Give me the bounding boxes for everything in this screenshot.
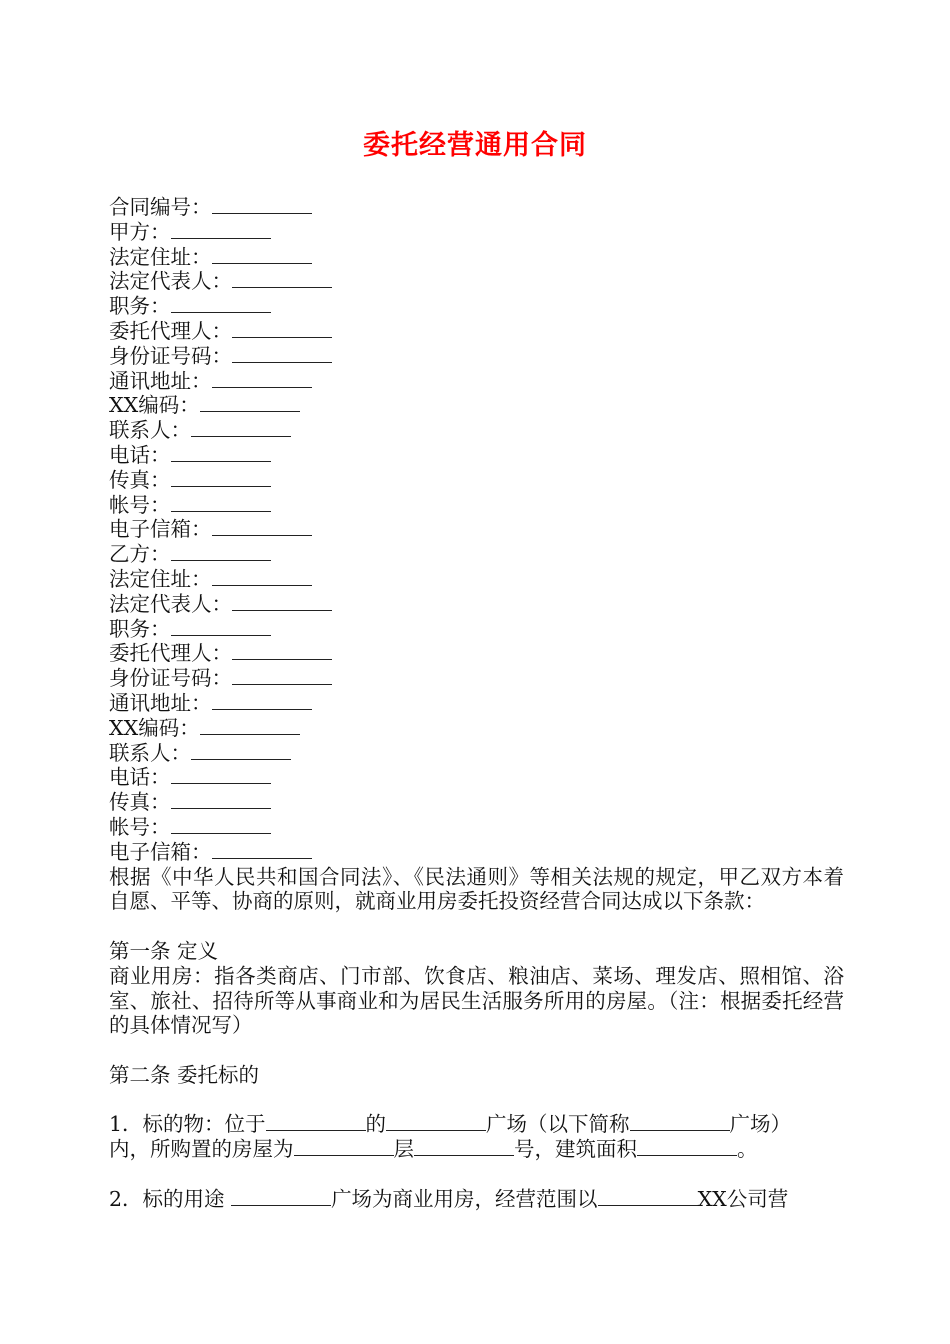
item-text: 2．标的用途 xyxy=(109,1186,232,1211)
blank-field[interactable] xyxy=(414,1138,514,1156)
blank-field[interactable] xyxy=(294,1138,394,1156)
field-label: 帐号： xyxy=(109,492,171,517)
blank-field[interactable] xyxy=(232,270,332,288)
field-line xyxy=(109,741,844,766)
item-text: 。 xyxy=(737,1137,758,1162)
blank-field[interactable] xyxy=(171,816,271,834)
field-label: 委托代理人： xyxy=(109,641,232,666)
blank-field[interactable] xyxy=(191,742,291,760)
field-line xyxy=(109,517,844,542)
blank-field[interactable] xyxy=(171,543,271,561)
field-label: 联系人： xyxy=(109,418,191,443)
field-label: XX编码： xyxy=(109,393,200,418)
blank-field[interactable] xyxy=(212,692,312,710)
field-label: 电话： xyxy=(109,765,171,790)
blank-field[interactable] xyxy=(191,419,291,437)
field-label: 身份证号码： xyxy=(109,343,232,368)
blank-field[interactable] xyxy=(212,518,312,536)
field-label: 电子信箱： xyxy=(109,839,212,864)
party-b-line xyxy=(109,542,844,567)
field-label: 帐号： xyxy=(109,814,171,839)
field-label: 法定住址： xyxy=(109,244,212,269)
field-label: 身份证号码： xyxy=(109,666,232,691)
field-line xyxy=(109,592,844,617)
contract-no-label: 合同编号： xyxy=(109,195,212,219)
spacer xyxy=(109,1038,844,1063)
field-line xyxy=(109,840,844,865)
blank-field[interactable] xyxy=(232,642,332,660)
field-line xyxy=(109,468,844,493)
blank-field[interactable] xyxy=(266,1113,366,1131)
field-line xyxy=(109,369,844,394)
field-line xyxy=(109,815,844,840)
blank-field[interactable] xyxy=(232,320,332,338)
contract-body xyxy=(109,195,844,1212)
field-line xyxy=(109,443,844,468)
blank-field[interactable] xyxy=(232,345,332,363)
field-line xyxy=(109,691,844,716)
spacer xyxy=(109,1162,844,1187)
field-line xyxy=(109,765,844,790)
field-line xyxy=(109,319,844,344)
article-1-title: 第一条 定义 xyxy=(109,938,219,963)
field-line xyxy=(109,617,844,642)
field-line xyxy=(109,269,844,294)
blank-field[interactable] xyxy=(171,494,271,512)
field-label: 法定代表人： xyxy=(109,269,232,294)
blank-field[interactable] xyxy=(212,246,312,264)
item-text: 广场（以下简称 xyxy=(486,1112,630,1137)
blank-field[interactable] xyxy=(171,221,271,239)
blank-field[interactable] xyxy=(598,1188,698,1206)
blank-field[interactable] xyxy=(212,196,312,214)
blank-field[interactable] xyxy=(231,1188,331,1206)
item-text: 的 xyxy=(365,1112,387,1137)
party-a-label: 甲方： xyxy=(109,219,171,244)
blank-field[interactable] xyxy=(630,1113,730,1131)
blank-field[interactable] xyxy=(212,841,312,859)
field-label: 联系人： xyxy=(109,740,191,765)
item-text: 1．标的物：位于 xyxy=(109,1112,266,1137)
field-line xyxy=(109,641,844,666)
spacer xyxy=(109,914,844,939)
field-line xyxy=(109,716,844,741)
field-line xyxy=(109,567,844,592)
blank-field[interactable] xyxy=(232,593,332,611)
field-label: 委托代理人： xyxy=(109,318,232,343)
field-label: 职务： xyxy=(109,294,171,319)
field-line xyxy=(109,493,844,518)
blank-field[interactable] xyxy=(171,791,271,809)
contract-no-line xyxy=(109,195,844,220)
spacer xyxy=(109,1088,844,1113)
blank-field[interactable] xyxy=(171,766,271,784)
item-1-line-2 xyxy=(109,1137,844,1162)
party-b-label: 乙方： xyxy=(109,542,171,567)
field-label: 职务： xyxy=(109,616,171,641)
field-label: 电子信箱： xyxy=(109,517,212,542)
field-label: 通讯地址： xyxy=(109,368,212,393)
blank-field[interactable] xyxy=(171,469,271,487)
field-line xyxy=(109,418,844,443)
field-line xyxy=(109,393,844,418)
item-text: 号，建筑面积 xyxy=(514,1137,637,1162)
blank-field[interactable] xyxy=(171,295,271,313)
intro-paragraph: 根据《中华人民共和国合同法》、《民法通则》等相关法规的规定，甲乙双方本着自愿、平等、协商的原则，就商业用房委托投资经营合同达成以下条款： xyxy=(109,864,844,914)
blank-field[interactable] xyxy=(200,394,300,412)
field-label: XX编码： xyxy=(109,715,200,740)
document-title: 委托经营通用合同 xyxy=(363,130,587,161)
blank-field[interactable] xyxy=(637,1138,737,1156)
item-text: 广场） xyxy=(729,1112,792,1137)
party-a-line xyxy=(109,220,844,245)
item-1-line-1 xyxy=(109,1112,844,1137)
field-line xyxy=(109,790,844,815)
blank-field[interactable] xyxy=(212,568,312,586)
article-1-text: 商业用房：指各类商店、门市部、饮食店、粮油店、菜场、理发店、照相馆、浴室、旅社、招待所等从事商业和为居民生活服务所用的房屋。（注：根据委托经营的具体情况写） xyxy=(109,963,844,1038)
field-line xyxy=(109,294,844,319)
field-label: 传真： xyxy=(109,790,171,815)
blank-field[interactable] xyxy=(171,444,271,462)
blank-field[interactable] xyxy=(386,1113,486,1131)
item-text: XX公司营 xyxy=(697,1186,789,1211)
item-text: 广场为商业用房，经营范围以 xyxy=(331,1186,598,1211)
field-label: 传真： xyxy=(109,467,171,492)
field-line xyxy=(109,344,844,369)
field-line xyxy=(109,245,844,270)
article-2-title: 第二条 委托标的 xyxy=(109,1062,260,1087)
item-2-line-1 xyxy=(109,1187,844,1212)
item-text: 层 xyxy=(393,1137,414,1162)
field-label: 通讯地址： xyxy=(109,690,212,715)
item-text: 内，所购置的房屋为 xyxy=(109,1137,294,1162)
field-label: 法定住址： xyxy=(109,566,212,591)
blank-field[interactable] xyxy=(232,667,332,685)
field-label: 电话： xyxy=(109,442,171,467)
blank-field[interactable] xyxy=(212,370,312,388)
blank-field[interactable] xyxy=(171,618,271,636)
field-label: 法定代表人： xyxy=(109,591,232,616)
blank-field[interactable] xyxy=(200,717,300,735)
field-line xyxy=(109,666,844,691)
